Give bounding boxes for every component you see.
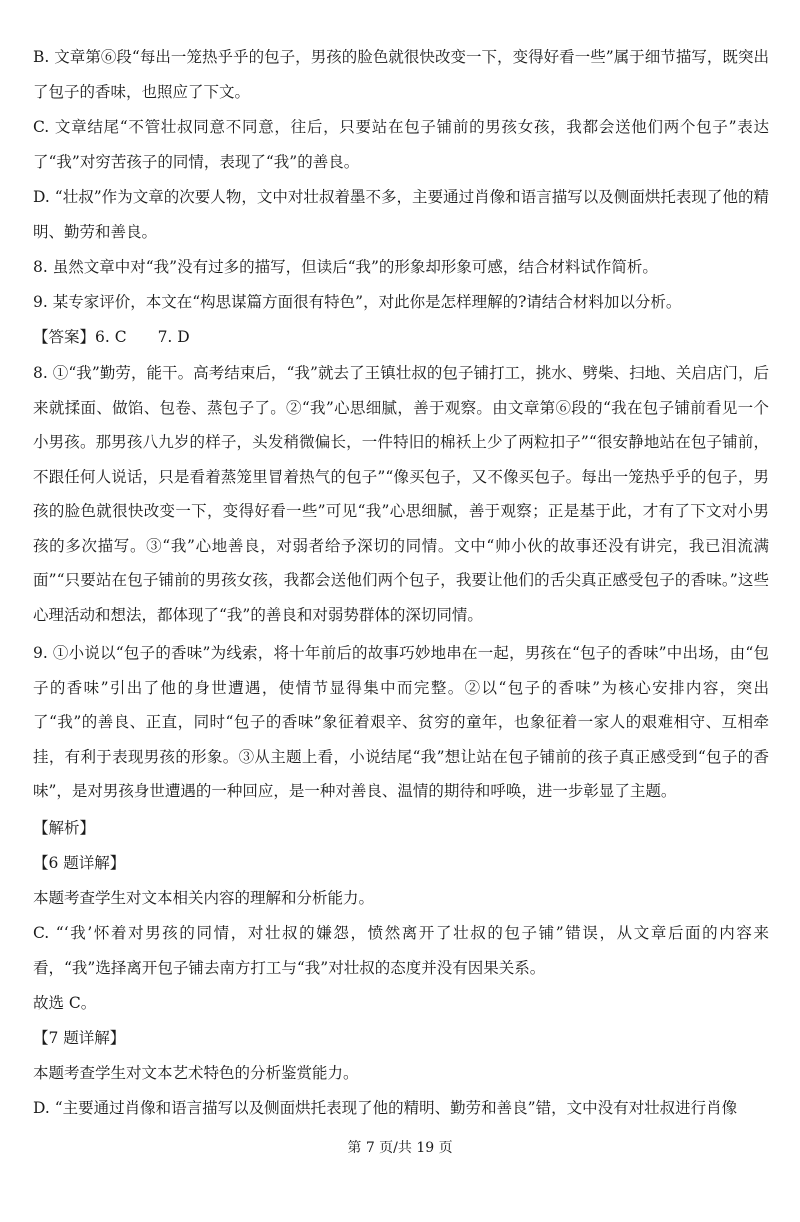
q6-explanation: C. “‘我’怀着对男孩的同情，对壮叔的嫌怨，愤然离开了壮叔的包子铺”错误，从文章后面的内容来看，“我”选择离开包子铺去南方打工与“我”对壮叔的态度并没有因果关系。 (33, 924, 769, 977)
q7-explanation: D. “主要通过肖像和语言描写以及侧面烘托表现了他的精明、勤劳和善良”错，文中没有对壮叔进行肖像 (33, 1099, 738, 1117)
answer-9: 9. ①小说以“包子的香味”为线索，将十年前后的故事巧妙地串在一起，男孩在“包子的香味”中出场，由“包子的香味”引出了他的身世遭遇，使情节显得集中而完整。②以“包子的香味”为核心安排内容，突出了“我”的善良、正直，同时“包子的香味”象征着艰辛、贫穷的童年，也象征着一家人的艰难相守、互相牵挂，有利于表现男孩的形象。③从主题上看，小说结尾“我”想让站在包子铺前的孩子真正感受到“包子的香味”，是对男孩身世遭遇的一种回应，是一种对善良、温情的期待和呼唤，进一步彰显了主题。 (33, 644, 769, 800)
q7-intro: 本题考查学生对文本艺术特色的分析鉴赏能力。 (33, 1064, 359, 1082)
page-footer: 第 7 页/共 19 页 (347, 1140, 453, 1156)
option-b-paragraph: B. 文章第⑥段“每出一笼热乎乎的包子，男孩的脸色就很快改变一下，变得好看一些”属于细节描写，既突出了包子的香味，也照应了下文。 (33, 48, 769, 101)
q7-detail-heading: 【7 题详解】 (33, 1029, 126, 1047)
option-c-paragraph: C. 文章结尾“不管壮叔同意不同意，往后，只要站在包子铺前的男孩女孩，我都会送他们两个包子”表达了“我”对穷苦孩子的同情，表现了“我”的善良。 (33, 118, 769, 171)
answer-8: 8. ①“我”勤劳，能干。高考结束后，“我”就去了王镇壮叔的包子铺打工，挑水、劈柴、扫地、关启店门，后来就揉面、做馅、包卷、蒸包子了。②“我”心思细腻，善于观察。由文章第⑥段的“我在包子铺前看见一个小男孩。那男孩八九岁的样子，头发稍微偏长，一件特旧的棉袄上少了两粒扣子”“很安静地站在包子铺前，不跟任何人说话，只是看着蒸笼里冒着热气的包子”“像买包子，又不像买包子。每出一笼热乎乎的包子，男孩的脸色就很快改变一下，变得好看一些”可见“我”心思细腻，善于观察；正是基于此，才有了下文对小男孩的多次描写。③“我”心地善良，对弱者给予深切的同情。文中“帅小伙的故事还没有讲完，我已泪流满面”“只要站在包子铺前的男孩女孩，我都会送他们两个包子，我要让他们的舌尖真正感受包子的香味。”这些心理活动和想法，都体现了“我”的善良和对弱势群体的深切同情。 (33, 364, 769, 624)
question-9: 9. 某专家评价，本文在“构思谋篇方面很有特色”，对此你是怎样理解的?请结合材料加以分析。 (33, 293, 682, 311)
option-d-paragraph: D. “壮叔”作为文章的次要人物，文中对壮叔着墨不多，主要通过肖像和语言描写以及侧面烘托表现了他的精明、勤劳和善良。 (33, 188, 769, 241)
q6-detail-heading: 【6 题详解】 (33, 854, 126, 872)
q6-intro: 本题考查学生对文本相关内容的理解和分析能力。 (33, 889, 375, 907)
analysis-heading: 【解析】 (33, 819, 96, 837)
q6-conclusion: 故选 C。 (33, 994, 97, 1012)
question-8: 8. 虽然文章中对“我”没有过多的描写，但读后“我”的形象却形象可感，结合材料试作简析。 (33, 258, 658, 276)
answer-heading: 【答案】6. C 7. D (33, 328, 190, 346)
